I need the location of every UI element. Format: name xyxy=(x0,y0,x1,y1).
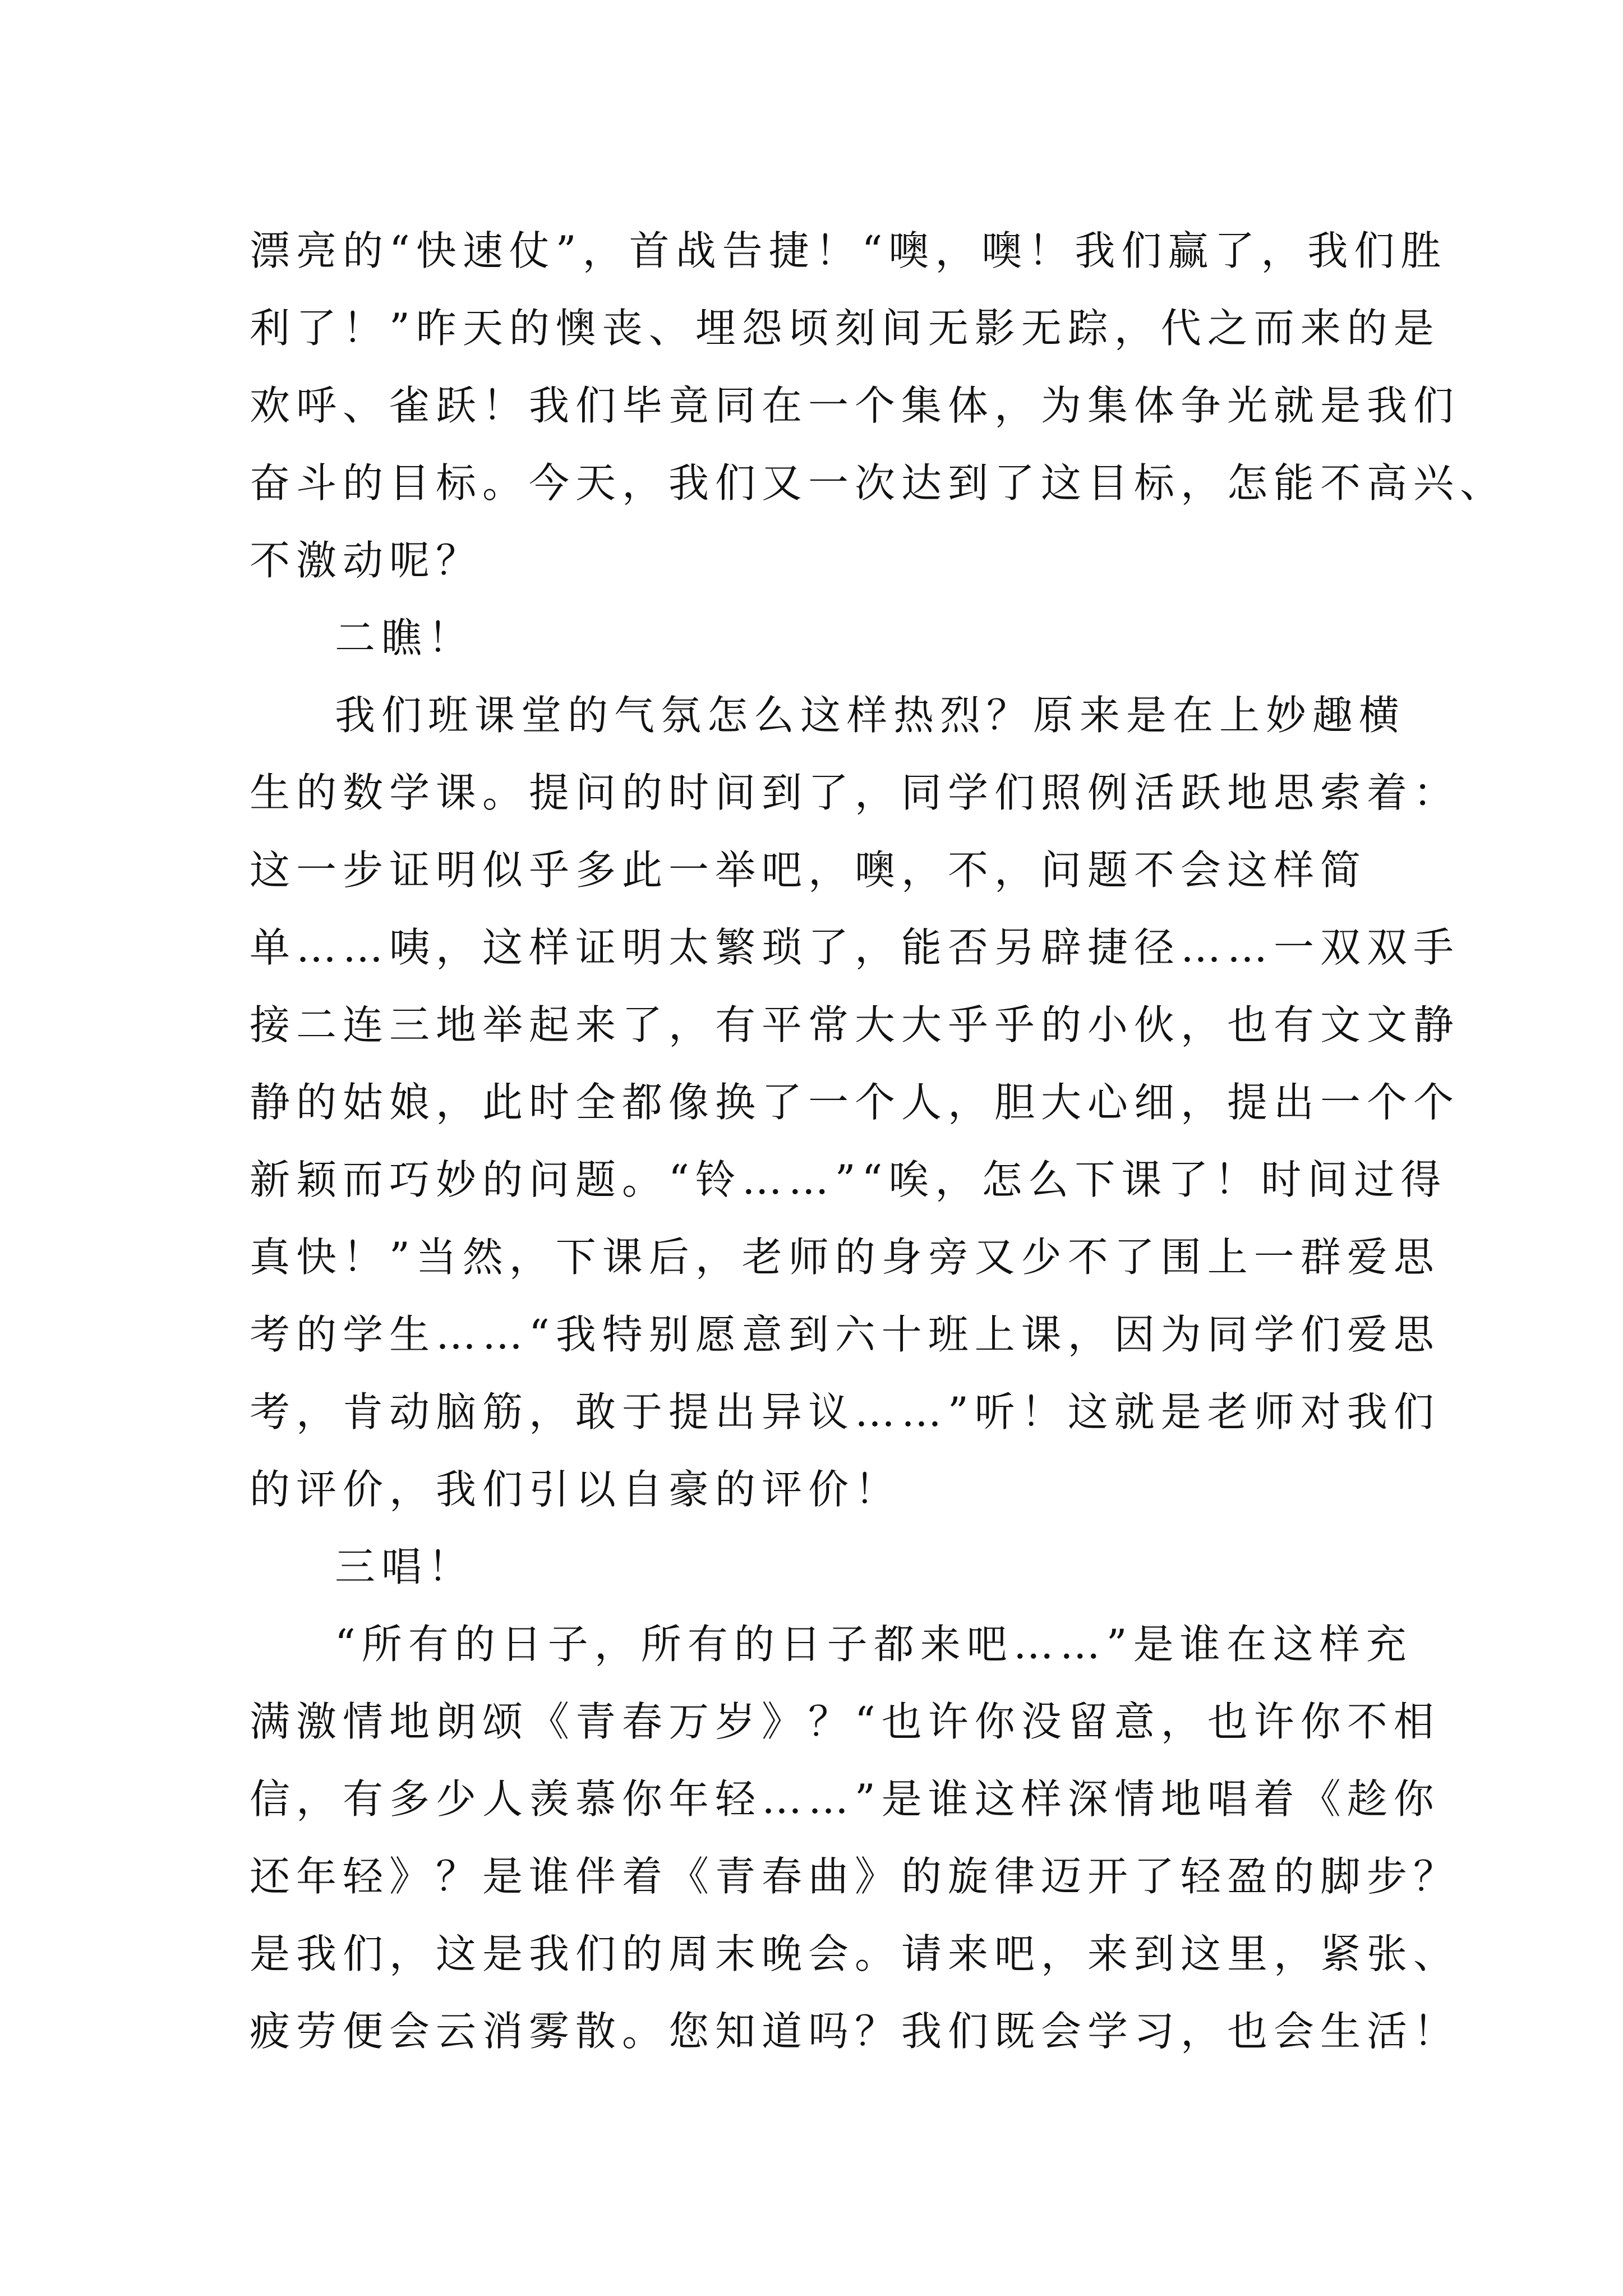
text-line: 满激情地朗颂《青春万岁》？“也许你没留意，也许你不相 xyxy=(250,1698,1440,1745)
text-line: 不激动呢？ xyxy=(250,537,483,584)
text-line: 二瞧！ xyxy=(335,614,475,661)
text-line: 还年轻》？是谁伴着《青春曲》的旋律迈开了轻盈的脚步？ xyxy=(250,1853,1460,1900)
text-line: 考，肯动脑筋，敢于提出异议……”听！这就是老师对我们 xyxy=(250,1388,1440,1435)
text-line: 单……咦，这样证明太繁琐了，能否另辟捷径……一双双手 xyxy=(250,924,1460,971)
text-line: 利了！”昨天的懊丧、埋怨顷刻间无影无踪，代之而来的是 xyxy=(250,305,1440,352)
text-line: 考的学生……“我特别愿意到六十班上课，因为同学们爱思 xyxy=(250,1311,1440,1358)
essay-body xyxy=(250,212,1507,2070)
text-line: 是我们，这是我们的周末晚会。请来吧，来到这里，紧张、 xyxy=(250,1930,1460,1977)
text-line: 疲劳便会云消雾散。您知道吗？我们既会学习，也会生活！ xyxy=(250,2008,1460,2055)
text-line: 生的数学课。提问的时间到了，同学们照例活跃地思索着： xyxy=(250,769,1460,816)
text-line: 漂亮的“快速仗”，首战告捷！“噢，噢！我们赢了，我们胜 xyxy=(250,227,1447,274)
text-line: 新颖而巧妙的问题。“铃……”“唉，怎么下课了！时间过得 xyxy=(250,1156,1447,1203)
text-line: 接二连三地举起来了，有平常大大乎乎的小伙，也有文文静 xyxy=(250,1001,1460,1048)
text-line: 静的姑娘，此时全都像换了一个人，胆大心细，提出一个个 xyxy=(250,1079,1460,1126)
text-line: 我们班课堂的气氛怎么这样热烈？原来是在上妙趣横 xyxy=(335,692,1406,739)
text-line: 的评价，我们引以自豪的评价！ xyxy=(250,1466,902,1513)
text-line: 信，有多少人羡慕你年轻……”是谁这样深情地唱着《趁你 xyxy=(250,1775,1440,1823)
text-line: 三唱！ xyxy=(335,1543,475,1590)
text-line: “所有的日子，所有的日子都来吧……”是谁在这样充 xyxy=(335,1621,1413,1668)
text-line: 欢呼、雀跃！我们毕竟同在一个集体，为集体争光就是我们 xyxy=(250,382,1460,429)
text-line: 奋斗的目标。今天，我们又一次达到了这目标，怎能不高兴、 xyxy=(250,459,1507,507)
text-line: 真快！”当然，下课后，老师的身旁又少不了围上一群爱思 xyxy=(250,1234,1440,1281)
text-line: 这一步证明似乎多此一举吧，噢，不，问题不会这样简 xyxy=(250,846,1367,894)
